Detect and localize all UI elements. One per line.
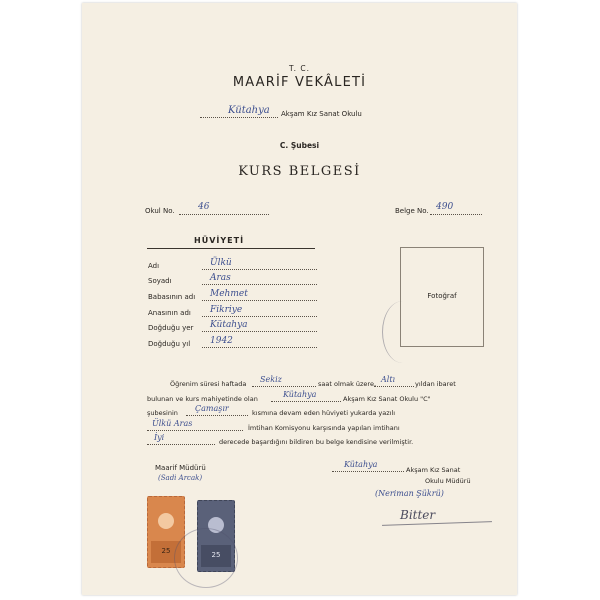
identity-label: Anasının adı <box>148 309 191 317</box>
school-city-line <box>200 117 278 118</box>
body-line-2b: Akşam Kız Sanat Okulu "C" <box>343 395 431 403</box>
okul-no-line <box>179 214 269 215</box>
left-signatory-name: (Sadi Arcak) <box>158 474 203 482</box>
body-line-2a: bulunan ve kurs mahiyetinde olan <box>147 395 258 403</box>
right-city-handwriting: Kütahya <box>344 460 378 469</box>
identity-label: Doğduğu yıl <box>148 340 191 348</box>
ministry-title: MAARİF VEKÂLETİ <box>232 75 367 90</box>
body-line-5-hw: İyi <box>154 433 165 442</box>
identity-label: Doğduğu yer <box>148 324 194 332</box>
identity-label: Soyadı <box>148 277 172 285</box>
body-line-4-hw: Ülkü Aras <box>152 419 193 428</box>
identity-label: Adı <box>148 262 160 270</box>
body-line-1a: Öğrenim süresi haftada <box>170 380 247 388</box>
body-line-3-blank <box>186 415 248 416</box>
body-line-1-hw2: Altı <box>381 375 396 384</box>
okul-no-value: 46 <box>198 202 210 212</box>
stamp-crescent-icon <box>158 513 174 529</box>
identity-value: 1942 <box>210 336 233 346</box>
body-line-1b: saat olmak üzere, <box>318 380 377 388</box>
body-line-1c: yıldan ibaret <box>415 380 456 388</box>
identity-heading: HÜVİYETİ <box>194 236 245 245</box>
body-line-5b: derecede başardığını bildiren bu belge kendisine verilmiştir. <box>219 438 414 446</box>
tc-label: T. C. <box>288 64 311 73</box>
right-signatory-title: Okulu Müdürü <box>425 477 471 485</box>
identity-value-line <box>202 269 317 270</box>
left-signatory-title: Maarif Müdürü <box>155 464 206 472</box>
body-line-3b: kısmına devam eden hüviyeti yukarda yazılı <box>252 409 396 417</box>
identity-value-line <box>202 316 317 317</box>
identity-value: Kütahya <box>210 320 248 330</box>
body-line-2-blank <box>271 401 341 402</box>
document-title: KURS BELGESİ <box>238 164 361 179</box>
body-line-4-blank <box>147 430 243 431</box>
faint-seal-mark <box>382 301 423 363</box>
body-line-1-hw1: Sekiz <box>260 375 282 384</box>
body-line-5-blank <box>147 444 215 445</box>
identity-value: Fikriye <box>210 305 243 315</box>
belge-no-value: 490 <box>436 202 454 212</box>
identity-value-line <box>202 300 317 301</box>
right-school-name: Akşam Kız Sanat <box>406 466 461 474</box>
identity-value: Ülkü <box>210 258 232 268</box>
branch-label: C. Şubesi <box>279 141 320 150</box>
identity-label: Babasının adı <box>148 293 196 301</box>
body-line-3-hw: Çamaşır <box>195 404 229 413</box>
belge-no-line <box>430 214 482 215</box>
signature-stroke <box>382 521 492 526</box>
stamp-value: 25 <box>161 547 171 555</box>
body-line-3a: şubesinin <box>147 409 178 417</box>
school-name: Akşam Kız Sanat Okulu <box>281 110 362 118</box>
identity-value-line <box>202 284 317 285</box>
certificate-paper <box>82 3 517 595</box>
identity-value: Mehmet <box>210 289 248 299</box>
right-signature: Bitter <box>400 508 436 522</box>
body-line-1-blank1 <box>252 386 316 387</box>
identity-underline <box>147 248 315 249</box>
school-city-handwriting: Kütahya <box>228 105 270 116</box>
identity-value-line <box>202 347 317 348</box>
body-line-4b: İmtihan Komisyonu karşısında yapılan imtihanı <box>248 424 400 432</box>
body-line-1-blank2 <box>374 386 414 387</box>
cancellation-seal <box>174 528 238 588</box>
identity-value-line <box>202 331 317 332</box>
okul-no-label: Okul No. <box>145 207 175 215</box>
identity-value: Aras <box>210 273 231 283</box>
right-city-line <box>332 471 404 472</box>
body-line-2-hw: Kütahya <box>283 390 317 399</box>
belge-no-label: Belge No. <box>395 207 429 215</box>
photo-label: Fotoğraf <box>427 292 457 300</box>
stamp-value: 25 <box>211 551 221 559</box>
right-signatory-name: (Neriman Şükrü) <box>375 489 444 498</box>
